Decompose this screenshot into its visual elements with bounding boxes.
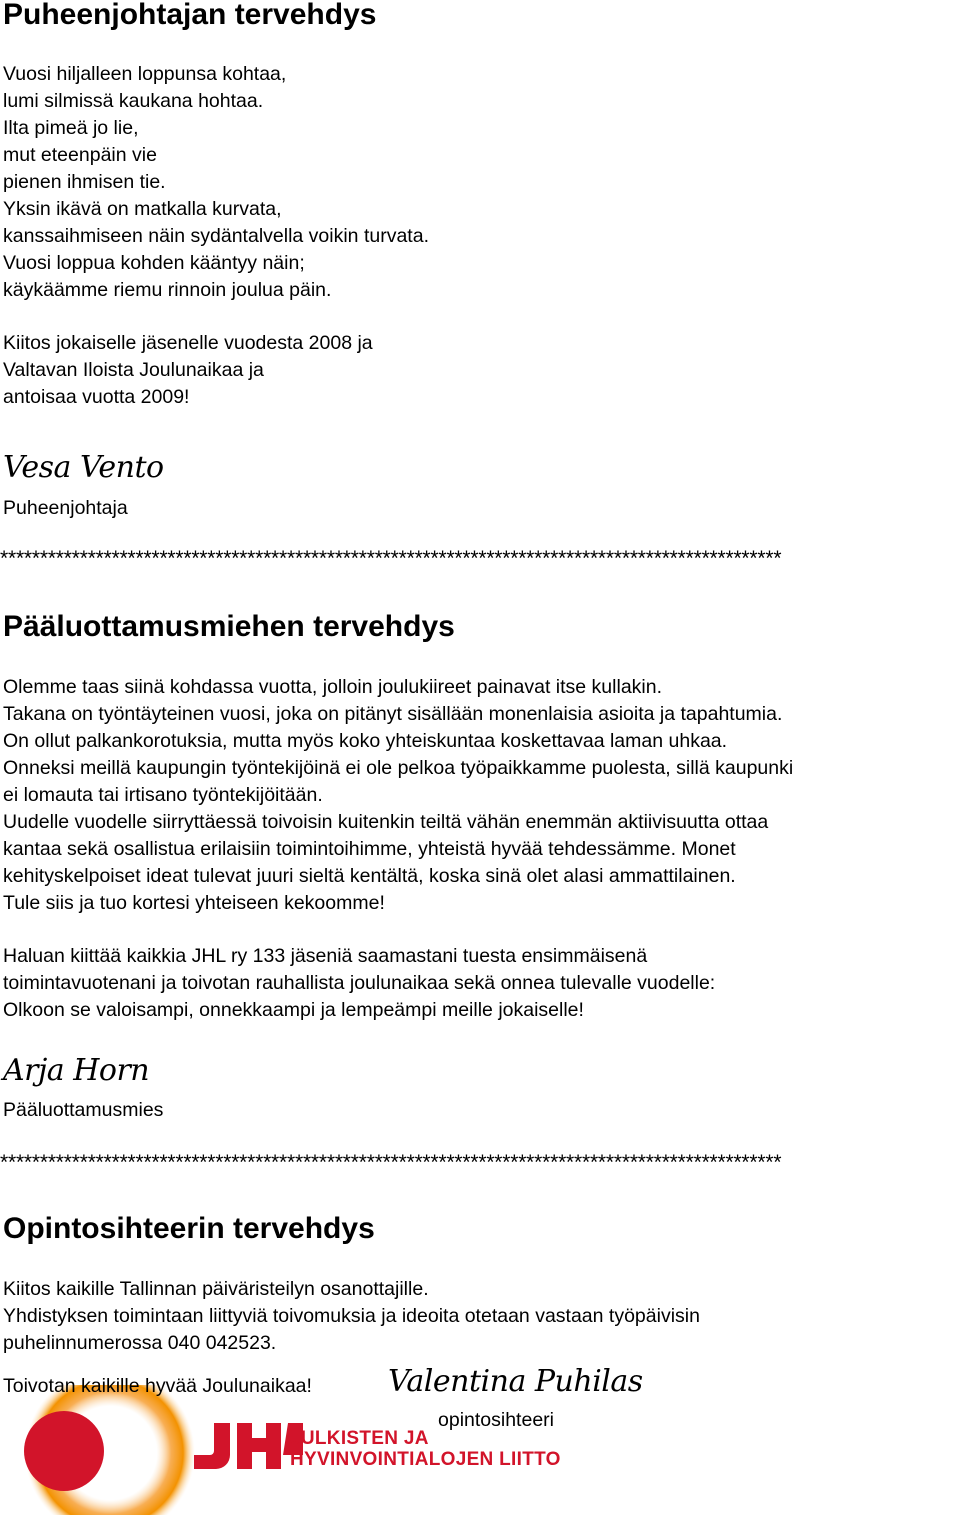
shop-steward-paragraph-1 — [3, 674, 793, 917]
paragraph-line: Uudelle vuodelle siirryttäessä toivoisin kuitenkin teiltä vähän enemmän aktiivisuutta ottaa — [3, 811, 769, 833]
logo-letter-j — [194, 1423, 230, 1469]
paragraph-line: puhelinnumerossa 040 042523. — [3, 1332, 277, 1354]
shop-steward-signature: Arja Horn — [3, 1053, 150, 1088]
greeting-line: antoisaa vuotta 2009! — [3, 386, 190, 408]
paragraph-line: toimintavuotenani ja toivotan rauhallista joulunaikaa sekä onnea tulevalle vuodelle: — [3, 972, 716, 994]
chairman-greeting-title: Puheenjohtajan tervehdys — [3, 0, 377, 31]
logo-text-line-2: HYVINVOINTIALOJEN LIITTO — [290, 1449, 561, 1470]
poem-line: mut eteenpäin vie — [3, 144, 157, 166]
logo-letter-h — [237, 1423, 281, 1469]
paragraph-line: Onneksi meillä kaupungin työntekijöinä ei ole pelkoa työpaikkamme puolesta, sillä kaupunki — [3, 757, 794, 779]
paragraph-line: Haluan kiittää kaikkia JHL ry 133 jäseniä saamastani tuesta ensimmäisenä — [3, 945, 648, 967]
christmas-poem — [3, 61, 429, 304]
shop-steward-paragraph-2 — [3, 943, 715, 1024]
poem-line: lumi silmissä kaukana hohtaa. — [3, 90, 264, 112]
paragraph-line: kantaa sekä osallistua erilaisiin toimintoihimme, yhteistä hyvää tehdessämme. Monet — [3, 838, 736, 860]
logo-text-line-1: JULKISTEN JA — [290, 1428, 429, 1449]
closing-greeting: Toivotan kaikille hyvää Joulunaikaa! — [3, 1375, 312, 1397]
paragraph-line: ei lomauta tai irtisano työntekijöitään. — [3, 784, 323, 806]
chairman-role: Puheenjohtaja — [3, 497, 128, 519]
poem-line: Yksin ikävä on matkalla kurvata, — [3, 198, 282, 220]
greeting-line: Kiitos jokaiselle jäsenelle vuodesta 2008 ja — [3, 332, 373, 354]
paragraph-line: Olkoon se valoisampi, onnekkaampi ja lempeämpi meille jokaiselle! — [3, 999, 584, 1021]
poem-line: käykäämme riemu rinnoin joulua päin. — [3, 279, 332, 301]
poem-line: kanssaihmiseen näin sydäntalvella voikin turvata. — [3, 225, 429, 247]
study-secretary-role: opintosihteeri — [438, 1409, 554, 1431]
poem-line: Vuosi loppua kohden kääntyy näin; — [3, 252, 305, 274]
study-secretary-text — [3, 1276, 700, 1357]
shop-steward-greeting-title: Pääluottamusmiehen tervehdys — [3, 610, 455, 643]
paragraph-line: Kiitos kaikille Tallinnan päiväristeilyn osanottajille. — [3, 1278, 429, 1300]
greeting-line: Valtavan Iloista Joulunaikaa ja — [3, 359, 264, 381]
paragraph-line: On ollut palkankorotuksia, mutta myös koko yhteiskuntaa koskettavaa laman uhkaa. — [3, 730, 728, 752]
paragraph-line: Yhdistyksen toimintaan liittyviä toivomuksia ja ideoita otetaan vastaan työpäivisin — [3, 1305, 700, 1327]
chairman-greeting-text — [3, 330, 373, 411]
paragraph-line: Takana on työntäyteinen vuosi, joka on pitänyt sisällään monenlaisia asioita ja tapahtumia. — [3, 703, 783, 725]
shop-steward-role: Pääluottamusmies — [3, 1099, 164, 1121]
paragraph-line: Olemme taas siinä kohdassa vuotta, jolloin joulukiireet painavat itse kullakin. — [3, 676, 663, 698]
chairman-signature: Vesa Vento — [3, 450, 164, 485]
study-secretary-signature: Valentina Puhilas — [388, 1364, 643, 1399]
poem-line: Vuosi hiljalleen loppunsa kohtaa, — [3, 63, 287, 85]
poem-line: pienen ihmisen tie. — [3, 171, 166, 193]
separator-line: ************************************************************************************************** — [0, 547, 782, 570]
poem-line: Ilta pimeä jo lie, — [3, 117, 139, 139]
paragraph-line: kehityskelpoiset ideat tulevat juuri sieltä kentältä, koska sinä olet alasi ammattilainen. — [3, 865, 736, 887]
separator-line: ************************************************************************************************** — [0, 1151, 782, 1174]
study-secretary-greeting-title: Opintosihteerin tervehdys — [3, 1212, 375, 1245]
logo-red-circle — [24, 1411, 104, 1491]
paragraph-line: Tule siis ja tuo kortesi yhteiseen kekoomme! — [3, 892, 385, 914]
